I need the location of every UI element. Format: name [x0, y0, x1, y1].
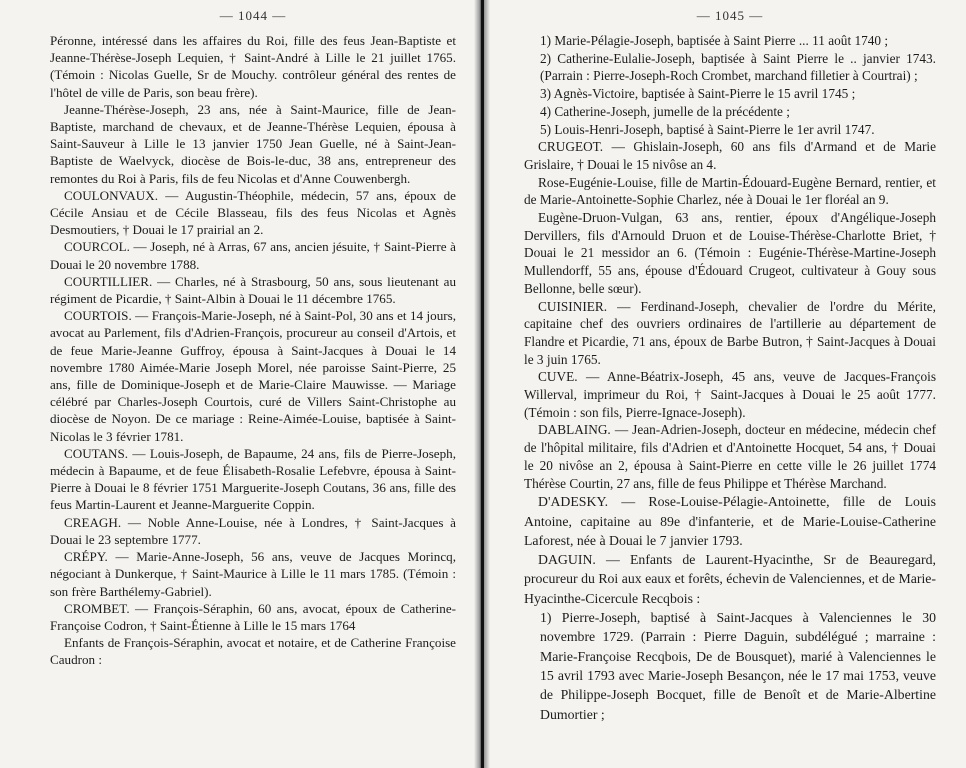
paragraph: COURTILLIER. — Charles, né à Strasbourg, 50 ans, sous lieutenant au régiment de Picardie, † Saint-Albin à Douai le 11 décembre 1765.	[50, 273, 456, 307]
paragraph: DABLAING. — Jean-Adrien-Joseph, docteur en médecine, médecin chef de l'hôpital militaire, fils d'Adrien et d'Antoinette Hocquet, 54 ans, † Douai le 20 nivôse an 2, épousa à Saint-Pierre en cette ville le 26 juillet 1774 Thérèse Courtin, 27 ans, fille de feus Philippe et Thérèse Marchand.	[524, 422, 936, 491]
paragraph: COURCOL. — Joseph, né à Arras, 67 ans, ancien jésuite, † Saint-Pierre à Douai le 20 novembre 1788.	[50, 239, 456, 272]
paragraph: COURTOIS. — François-Marie-Joseph, né à Saint-Pol, 30 ans et 14 jours, avocat au Parlement, fils d'Adrien-François, procureur au conseil d'Artois, et de feue Marie-Jeanne Guffroy, épousa à Saint-Jacques à Douai le 14 novembre 1780 Aimée-Marie Joseph Morel, née paroisse Saint-Pierre, 25 ans, fille de Dominique-Joseph et de Marie-Claire Mauwisse. — Mariage célébré par Charles-Joseph Courtois, curé de Villers Saint-Christophe au diocèse de Noyon. De ce mariage : Reine-Aimée-Louise, baptisée à Saint-Nicolas le 3 février 1781.	[50, 308, 456, 444]
paragraph: Jeanne-Thérèse-Joseph, 23 ans, née à Saint-Maurice, fille de Jean-Baptiste, marchand de chevaux, et de Jeanne-Thérèse Lequien, épousa à Saint-Sauveur à Lille le 13 janvier 1750 Jean Guelle, né à Saint-Jean-Baptiste de Waelvyck, diocèse de Bois-le-duc, 38 ans, entrepreneur des remontes du Roi à Paris, fils de feu Nicolas et d'Anne Couwenbergh.	[50, 101, 456, 186]
paragraph: Enfants de François-Séraphin, avocat et notaire, et de Catherine Françoise Caudron :	[50, 635, 456, 668]
left-page	[0, 0, 478, 768]
gutter-shadow	[481, 0, 484, 768]
list-item: 5) Louis-Henri-Joseph, baptisé à Saint-Pierre le 1er avril 1747.	[540, 121, 875, 137]
paragraph: CRÉPY. — Marie-Anne-Joseph, 56 ans, veuve de Jacques Morincq, négociant à Dunkerque, † Saint-Maurice à Lille le 11 mars 1785. (Témoin : son frère Barthélemy-Gabriel).	[50, 549, 456, 599]
list-item: 1) Pierre-Joseph, baptisé à Saint-Jacques à Valenciennes le 30 novembre 1729. (Parrain : Pierre Daguin, subdélégué ; marraine : Marie-Françoise Recqbois, De de Bousquet), marié à Valenciennes le 15 avril 1793 avec Marie-Joseph Besançon, née le 17 mai 1753, veuve de Philippe-Joseph Bocquet, fille de Benoît et de Marie-Albertine Dumortier ;	[540, 610, 936, 722]
paragraph: Péronne, intéressé dans les affaires du Roi, fille des feus Jean-Baptiste et Jeanne-Thérèse-Joseph Lequien, † Saint-André à Lille le 21 juillet 1765. (Témoin : Nicolas Guelle, Sr de Mouchy. contrôleur général des rentes de l'hôtel de ville de Paris, son beau frère).	[50, 33, 456, 100]
page-number: — 1045 —	[696, 8, 764, 23]
paragraph: CUVE. — Anne-Béatrix-Joseph, 45 ans, veuve de Jacques-François Willerval, imprimeur du Roi, † Saint-Jacques à Douai le 25 août 1777. (Témoin : son fils, Pierre-Ignace-Joseph).	[524, 369, 936, 420]
right-page-lower-text	[524, 492, 936, 724]
paragraph: DAGUIN. — Enfants de Laurent-Hyacinthe, Sr de Beauregard, procureur du Roi aux eaux et forêts, échevin de Valenciennes, et de Marie-Hyacinthe-Cicercule Recqbois :	[524, 552, 936, 606]
paragraph: CREAGH. — Noble Anne-Louise, née à Londres, † Saint-Jacques à Douai le 23 septembre 1777.	[50, 514, 456, 547]
list-item: 2) Catherine-Eulalie-Joseph, baptisée à Saint Pierre le .. janvier 1743. (Parrain : Pierre-Joseph-Roch Crombet, marchand filletier à Courtrai) ;	[540, 50, 936, 84]
right-page	[488, 0, 966, 768]
paragraph: COUTANS. — Louis-Joseph, de Bapaume, 24 ans, fils de Pierre-Joseph, médecin à Bapaume, et de feue Élisabeth-Rosalie Lefebvre, épousa à Saint-Pierre à Douai le 8 février 1751 Marguerite-Joseph Coutans, 36 ans, fille des feus Martin-Laurent et Jeanne-Marguerite Coppin.	[50, 445, 456, 513]
list-item: 4) Catherine-Joseph, jumelle de la précédente ;	[540, 103, 790, 119]
left-page-text	[50, 32, 456, 669]
paragraph: Rose-Eugénie-Louise, fille de Martin-Édouard-Eugène Bernard, rentier, et de Marie-Antoinette-Sophie Charlez, née à Douai le 1er floréal an 9.	[524, 174, 936, 208]
paragraph: Eugène-Druon-Vulgan, 63 ans, rentier, époux d'Angélique-Joseph Dervillers, fils d'Arnould Druon et de Louise-Thérèse-Charlotte Briet, † Douai le 21 messidor an 6. (Témoin : Eugénie-Thérèse-Martine-Joseph Mullendorff, 55 ans, épouse d'Édouard Crugeot, cultivateur à Gouy sous Bellonne, belle sœur).	[524, 210, 936, 296]
list-item: 1) Marie-Pélagie-Joseph, baptisée à Saint Pierre ... 11 août 1740 ;	[540, 33, 889, 48]
paragraph: CRUGEOT. — Ghislain-Joseph, 60 ans fils d'Armand et de Marie Grislaire, † Douai le 15 nivôse an 4.	[524, 139, 936, 172]
right-page-text	[524, 32, 936, 492]
paragraph: COULONVAUX. — Augustin-Théophile, médecin, 57 ans, époux de Cécile Ansiau et de Cécile Blasseau, fils des feus Nicolas et Agnès Desmoutiers, † Douai le 17 prairial an 2.	[50, 187, 456, 238]
paragraph: CUISINIER. — Ferdinand-Joseph, chevalier de l'ordre du Mérite, capitaine chef des ouvriers ordinaires de l'artillerie au département de Flandre et Picardie, 71 ans, époux de Barbe Butron, † Saint-Jacques à Douai le 3 juin 1765.	[524, 298, 936, 367]
page-number: — 1044 —	[219, 8, 287, 23]
paragraph: D'ADESKY. — Rose-Louise-Pélagie-Antoinette, fille de Louis Antoine, capitaine au 89e d'infanterie, et de Marie-Louise-Catherine Laforest, née à Douai le 7 janvier 1793.	[524, 494, 936, 548]
paragraph: CROMBET. — François-Séraphin, 60 ans, avocat, époux de Catherine-Françoise Codron, † Saint-Étienne à Lille le 15 mars 1764	[50, 600, 456, 633]
list-item: 3) Agnès-Victoire, baptisée à Saint-Pierre le 15 avril 1745 ;	[540, 86, 856, 102]
